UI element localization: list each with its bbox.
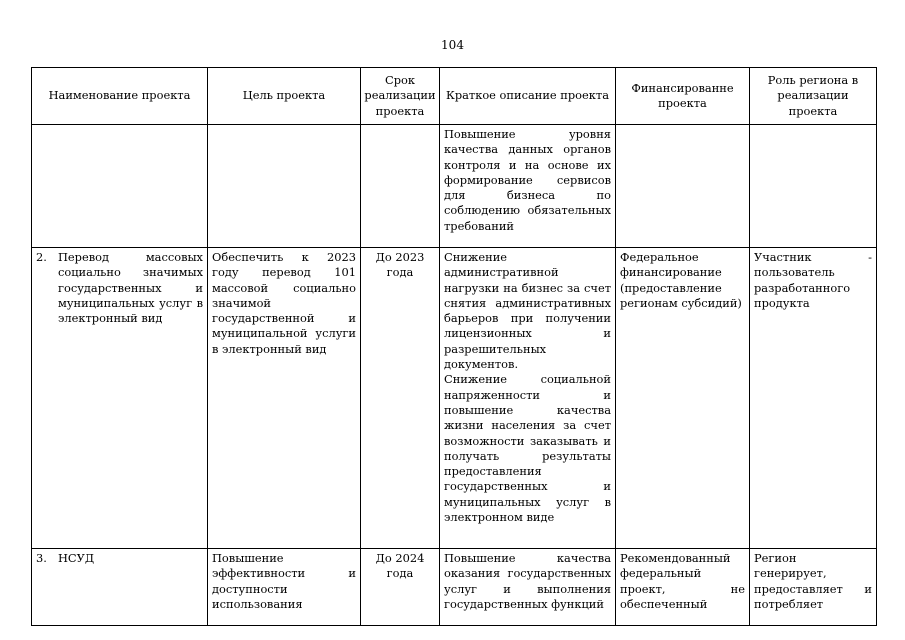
description-paragraph: Повышение качества оказания государственных услуг и выполнения государственных функций [444,551,611,611]
table-row [32,248,877,549]
project-goal: Повышение эффективности и доступности использования [208,549,361,626]
region-role: Участник - пользователь разработанного продукта [750,248,877,549]
project-goal: Обеспечить к 2023 году перевод 101 массовой социально значимой государственной и муниципальной услуги в электронный вид [208,248,361,549]
project-name-cell [32,549,208,626]
projects-table [31,67,877,626]
table-header-row [32,68,877,125]
table-row [32,549,877,626]
project-name-cell [32,248,208,549]
project-name-cell [32,125,208,248]
project-number: 2. [36,250,47,264]
project-financing: Рекомендованный федеральный проект, не обеспеченный [616,549,750,626]
project-goal [208,125,361,248]
project-description [440,248,616,549]
region-role [750,125,877,248]
project-financing: Федеральное финансирование (предоставление регионам субсидий) [616,248,750,549]
header-project-description: Краткое описание проекта [440,68,616,125]
project-name: НСУД [58,551,95,565]
project-term [361,125,440,248]
project-description [440,125,616,248]
description-paragraph: Повышение уровня качества данных органов контроля и на основе их формирование сервисов для бизнеса по соблюдению обязательных требований [444,127,611,233]
header-project-financing: Финансированне проекта [616,68,750,125]
header-region-role: Роль региона в реализации проекта [750,68,877,125]
project-description [440,549,616,626]
header-project-term: Срок реализации проекта [361,68,440,125]
page-number: 104 [441,38,464,52]
header-project-name: Наименование проекта [32,68,208,125]
table-row [32,125,877,248]
project-term: До 2024 года [361,549,440,626]
description-paragraph: Снижение административной нагрузки на бизнес за счет снятия административных барьеров при получении лицензионных и разрешительных документов. [444,250,611,372]
description-paragraph: Снижение социальной напряженности и повышение качества жизни населения за счет возможности заказывать и получать результаты предоставления государственных и муниципальных услуг в электронном виде [444,372,611,525]
project-name: Перевод массовых социально значимых государственных и муниципальных услуг в электронный вид [58,250,203,326]
header-project-goal: Цель проекта [208,68,361,125]
project-number: 3. [36,551,47,565]
project-financing [616,125,750,248]
project-term: До 2023 года [361,248,440,549]
region-role: Регион генерирует, предоставляет и потребляет [750,549,877,626]
